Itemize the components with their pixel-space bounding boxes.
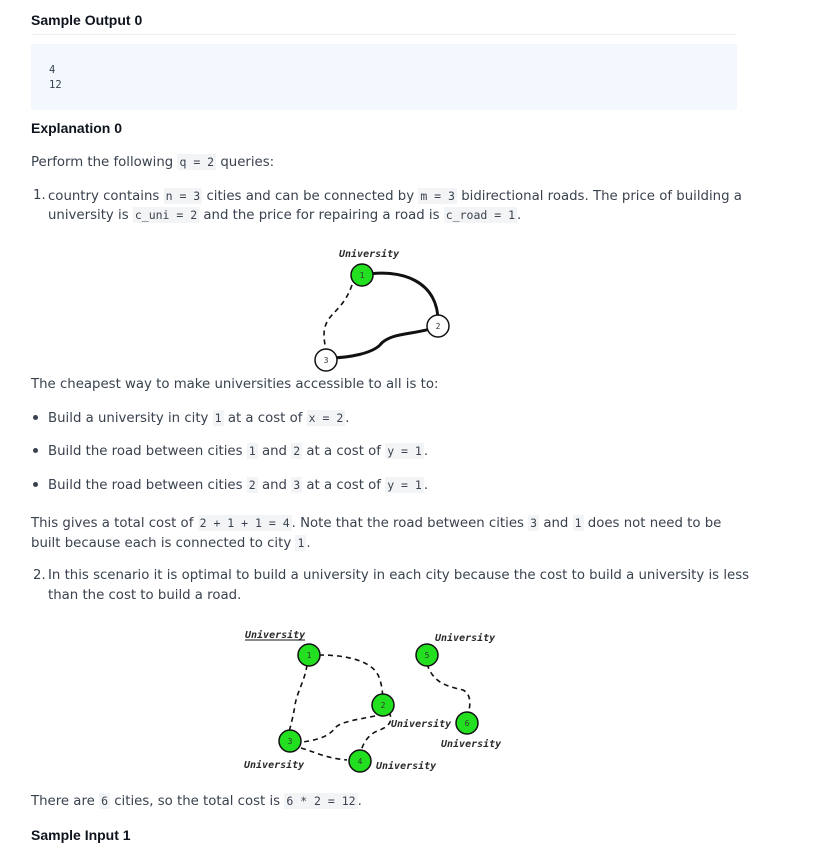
total-cost-line2 — [31, 533, 311, 554]
inline-code: c_road = 1 — [445, 208, 516, 222]
node-label: 3 — [323, 356, 329, 365]
node-label: 2 — [435, 322, 441, 331]
road-1-3-dashed — [289, 665, 307, 732]
text: Build the road between cities — [48, 444, 243, 459]
text: . — [517, 208, 522, 223]
inline-code: n = 3 — [165, 189, 201, 203]
text: Build a university in city — [48, 411, 209, 426]
university-label: University — [441, 739, 502, 750]
text: built because each is connected to city — [31, 536, 292, 551]
query2-summary — [31, 791, 362, 812]
university-label: University — [244, 760, 305, 771]
inline-code: 2 + 1 + 1 = 4 — [199, 516, 290, 530]
text: and — [261, 444, 287, 459]
inline-code: c_uni = 2 — [134, 208, 198, 222]
inline-code: 1 — [297, 536, 305, 550]
inline-code: 1 — [248, 444, 256, 458]
bullet-item — [48, 475, 428, 496]
bullet-item — [48, 408, 350, 429]
inline-code: y = 1 — [387, 478, 422, 492]
query2-line1: In this scenario it is optimal to build a university in each city because the cost to build a university is less — [48, 568, 750, 583]
text: at a cost of — [227, 411, 303, 426]
university-label: University — [435, 633, 496, 644]
road-2-3 — [328, 327, 437, 358]
university-label: University — [391, 719, 452, 730]
inline-code: 3 — [530, 516, 538, 530]
text: does not need to be — [587, 516, 722, 531]
text: . — [357, 794, 362, 809]
text: . — [306, 536, 311, 551]
text: cities, so the total cost is — [114, 794, 281, 809]
bullet-dot — [33, 415, 38, 420]
inline-code: 3 — [293, 478, 301, 492]
output-line: 4 — [49, 64, 56, 76]
output-line: 12 — [49, 79, 62, 91]
university-label: University — [245, 630, 306, 641]
road-1-2 — [359, 271, 438, 325]
node-label: 5 — [424, 651, 430, 660]
query2-line2: than the cost to build a road. — [48, 588, 242, 603]
text: and — [543, 516, 569, 531]
node-label: 1 — [359, 271, 365, 280]
inline-code: m = 3 — [420, 189, 455, 203]
text: This gives a total cost of — [31, 516, 194, 531]
sample-output-code-block — [31, 44, 737, 110]
road-3-4-dashed — [301, 748, 347, 760]
node-label: 3 — [287, 737, 293, 746]
sample-input-heading: Sample Input 1 — [31, 827, 131, 843]
query2-graph-diagram — [235, 620, 525, 780]
text: and — [261, 478, 287, 493]
inline-code: 6 — [101, 794, 108, 808]
query2-number: 2. — [33, 568, 46, 583]
query1-line2 — [48, 205, 521, 226]
text: . — [423, 478, 429, 493]
query1-graph-diagram — [300, 240, 470, 375]
bullet-dot — [33, 482, 38, 487]
university-label: University — [376, 761, 437, 772]
inline-code: 1 — [214, 411, 222, 425]
road-1-2-dashed — [319, 655, 383, 704]
text: Build the road between cities — [48, 478, 243, 493]
inline-code: 2 — [248, 478, 256, 492]
bullet-item — [48, 441, 428, 462]
text: at a cost of — [306, 444, 381, 459]
total-cost-line1 — [31, 513, 721, 534]
divider — [31, 34, 737, 35]
node-label: 2 — [380, 701, 386, 710]
text: country contains — [48, 189, 160, 204]
text: . — [423, 444, 429, 459]
text: and the price for repairing a road is — [203, 208, 440, 223]
text: university is — [48, 208, 129, 223]
node-label: 4 — [357, 757, 363, 766]
text: . Note that the road between cities — [291, 516, 524, 531]
inline-code: 1 — [574, 516, 582, 530]
road-2-3-dashed — [302, 716, 375, 742]
query1-line1 — [48, 186, 742, 207]
inline-code: 2 — [293, 444, 301, 458]
bullet-dot — [33, 448, 38, 453]
cheapest-way-text: The cheapest way to make universities accessible to all is to: — [31, 377, 439, 392]
text: at a cost of — [306, 478, 381, 493]
text: bidirectional roads. The price of building a — [461, 189, 742, 204]
inline-code: y = 1 — [387, 444, 422, 458]
node-label: 6 — [464, 719, 470, 728]
intro-text: Perform the following — [31, 155, 174, 170]
query1-number: 1. — [33, 188, 46, 203]
explanation-heading: Explanation 0 — [31, 120, 123, 136]
sample-output-heading: Sample Output 0 — [31, 12, 143, 28]
road-5-6-dashed — [427, 664, 470, 714]
inline-code: q = 2 — [179, 155, 215, 169]
text: . — [345, 411, 350, 426]
text: cities and can be connected by — [206, 189, 415, 204]
inline-code: x = 2 — [308, 411, 344, 425]
intro-text: queries: — [220, 155, 275, 170]
road-1-3-dashed — [324, 285, 352, 350]
text: There are — [31, 794, 95, 809]
inline-code: 6 * 2 = 12 — [286, 794, 356, 808]
university-label: University — [339, 249, 400, 260]
node-label: 1 — [306, 651, 312, 660]
explanation-intro — [31, 152, 274, 173]
